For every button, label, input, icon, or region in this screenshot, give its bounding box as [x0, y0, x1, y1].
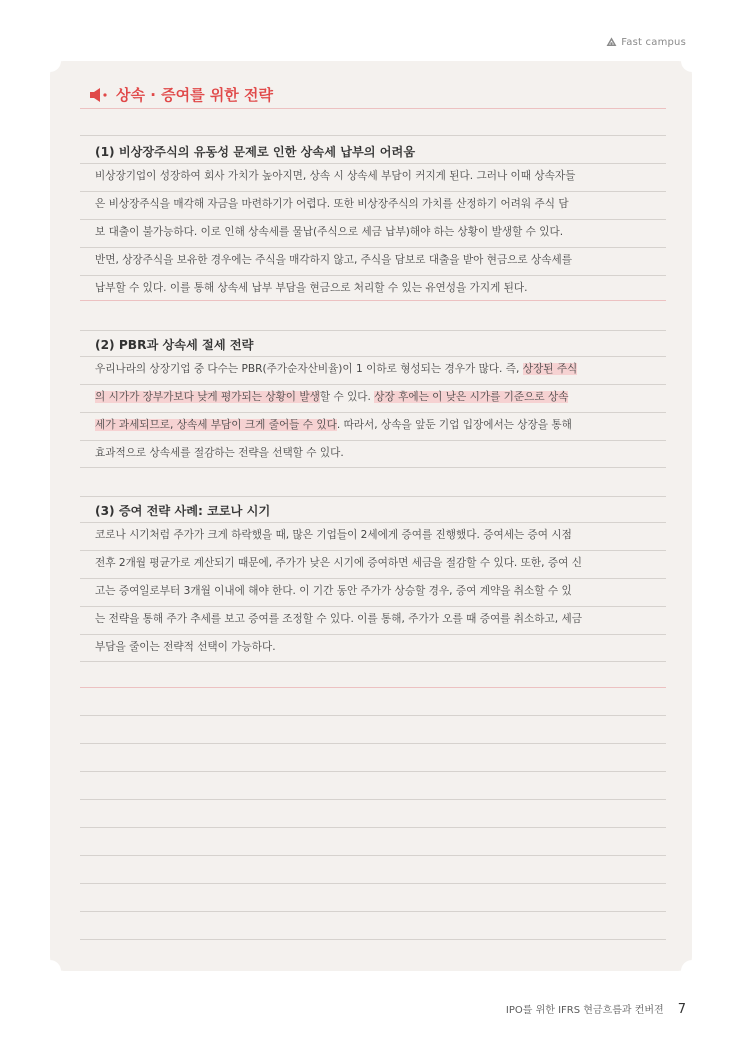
rule-line	[80, 771, 666, 772]
text-run: 우리나라의 상장기업 중 다수는 PBR(주가순자산비율)이 1 이하로 형성되는 경우가 많다. 즉,	[95, 363, 523, 375]
rule-line	[80, 661, 666, 662]
page-title	[88, 84, 273, 105]
card-notch	[39, 960, 61, 982]
rule-line	[80, 412, 666, 413]
rule-line	[80, 496, 666, 497]
section-3-line: 부담을 줄이는 전략적 선택이 가능하다.	[95, 641, 276, 653]
brand-name: Fast campus	[621, 37, 686, 48]
rule-line	[80, 440, 666, 441]
page-footer	[506, 1001, 686, 1017]
rule-line	[80, 467, 666, 468]
highlighted-text: 세가 과세되므로, 상속세 부담이 크게 줄어들 수 있다	[95, 419, 337, 431]
highlighted-text: 의 시가가 장부가보다 낮게 평가되는 상황이 발생	[95, 391, 320, 403]
rule-line	[80, 108, 666, 109]
rule-line	[80, 522, 666, 523]
text-run: 할 수 있다.	[319, 391, 375, 403]
section-1-line: 반면, 상장주식을 보유한 경우에는 주식을 매각하지 않고, 주식을 담보로 대출을 받아 현금으로 상속세를	[95, 254, 572, 266]
rule-line	[80, 687, 666, 688]
section-1-line: 비상장기업이 성장하여 회사 가치가 높아지면, 상속 시 상속세 부담이 커지게 된다. 그러나 이때 상속자들	[95, 170, 576, 182]
rule-line	[80, 247, 666, 248]
page-number: 7	[677, 1002, 686, 1017]
rule-line	[80, 578, 666, 579]
section-3-line: 코로나 시기처럼 주가가 크게 하락했을 때, 많은 기업들이 2세에게 증여를 진행했다. 증여세는 증여 시점	[95, 529, 572, 541]
section-2-heading: (2) PBR과 상속세 절세 전략	[95, 338, 254, 352]
rule-line	[80, 275, 666, 276]
highlighted-text: 상장 후에는 이 낮은 시가를 기준으로 상속	[374, 391, 569, 403]
rule-line	[80, 191, 666, 192]
section-3-line: 는 전략을 통해 주가 추세를 보고 증여를 조정할 수 있다. 이를 통해, 주가가 오를 때 증여를 취소하고, 세금	[95, 613, 582, 625]
rule-line	[80, 799, 666, 800]
section-3-line: 전후 2개월 평균가로 계산되기 때문에, 주가가 낮은 시기에 증여하면 세금을 절감할 수 있다. 또한, 증여 신	[95, 557, 582, 569]
rule-line	[80, 135, 666, 136]
fastcampus-logo-icon	[606, 37, 617, 48]
rule-line	[80, 219, 666, 220]
rule-line	[80, 855, 666, 856]
rule-line	[80, 743, 666, 744]
section-2-line	[95, 418, 655, 432]
rule-line	[80, 550, 666, 551]
section-2-line	[95, 362, 655, 376]
section-1-heading: (1) 비상장주식의 유동성 문제로 인한 상속세 납부의 어려움	[95, 145, 416, 159]
rule-line	[80, 356, 666, 357]
rule-line	[80, 634, 666, 635]
rule-line	[80, 330, 666, 331]
section-3-line: 고는 증여일로부터 3개월 이내에 해야 한다. 이 기간 동안 주가가 상승할 경우, 증여 계약을 취소할 수 있	[95, 585, 572, 597]
rule-line	[80, 300, 666, 301]
section-2-line: 효과적으로 상속세를 절감하는 전략을 선택할 수 있다.	[95, 447, 344, 459]
brand-logo	[606, 37, 686, 48]
rule-line	[80, 384, 666, 385]
section-1-line: 보 대출이 불가능하다. 이로 인해 상속세를 물납(주식으로 세금 납부)해야 하는 상황이 발생할 수 있다.	[95, 226, 564, 238]
rule-line	[80, 911, 666, 912]
rule-line	[80, 606, 666, 607]
section-1-line: 납부할 수 있다. 이를 통해 상속세 납부 부담을 현금으로 처리할 수 있는 유연성을 가지게 된다.	[95, 282, 528, 294]
highlighted-text: 상장된 주식	[522, 363, 578, 375]
page-title-text: 상속 · 증여를 위한 전략	[116, 86, 273, 104]
megaphone-icon	[88, 87, 110, 103]
card-notch	[681, 960, 703, 982]
section-2-line	[95, 390, 655, 404]
footer-title: IPO를 위한 IFRS 현금흐름과 컨버젼	[505, 1005, 664, 1016]
rule-line	[80, 163, 666, 164]
rule-line	[80, 827, 666, 828]
rule-line	[80, 715, 666, 716]
section-1-line: 은 비상장주식을 매각해 자금을 마련하기가 어렵다. 또한 비상장주식의 가치를 산정하기 어려워 주식 담	[95, 198, 569, 210]
text-run: . 따라서, 상속을 앞둔 기업 입장에서는 상장을 통해	[336, 419, 572, 431]
rule-line	[80, 939, 666, 940]
section-3-heading: (3) 증여 전략 사례: 코로나 시기	[95, 504, 271, 518]
rule-line	[80, 883, 666, 884]
